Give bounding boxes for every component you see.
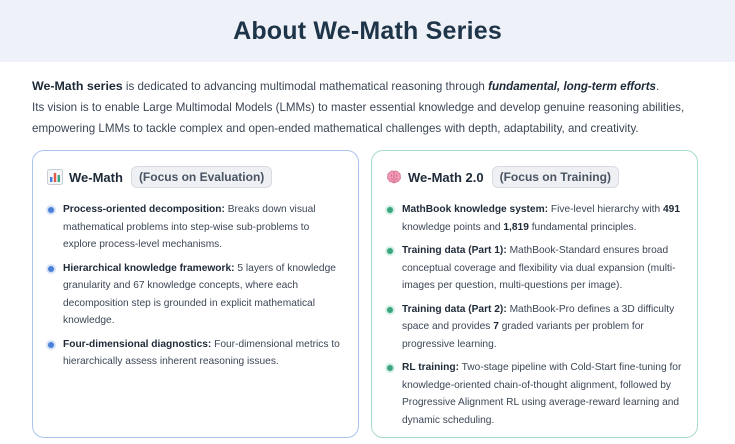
intro-line-1 [32,76,722,97]
item-heading: MathBook knowledge system: [402,204,549,215]
card-focus-tag: (Focus on Evaluation) [131,166,272,188]
item-text: fundamental principles. [528,221,637,233]
brain-icon [386,169,402,185]
intro-line-2: Its vision is to enable Large Multimodal Models (LMMs) to master essential knowledge and develop genuine reasoning abilities, [32,101,685,114]
feature-list [386,201,683,429]
item-heading: Training data (Part 2): [402,303,507,315]
card-header [47,163,344,191]
bullet-dot [48,342,54,348]
item-text: Four-dimensional metrics to hierarchically assess inherent reasoning issues. [63,338,340,367]
page-title: About We-Math Series [233,16,502,45]
bar-chart-icon [47,169,63,185]
intro-text-1: is dedicated to advancing multimodal mathematical reasoning through [122,80,489,93]
we-math-card [32,150,359,438]
item-text: Two-stage pipeline with Cold-Start fine-tuning for knowledge-oriented chain-of-thought alignment, followed by Progressive Alignment RL using average-reward learning and dynamic scheduling. [402,362,682,426]
item-text: Five-level hierarchy with [548,204,663,215]
item-text: Breaks down visual mathematical problems into step-wise sub-problems to explore process-level mechanisms. [63,204,316,250]
intro-lead: We-Math series [32,79,123,93]
list-item [47,260,344,330]
item-heading: Four-dimensional diagnostics: [63,338,212,350]
page-header [0,0,735,62]
item-number: 7 [493,321,499,332]
bullet-dot [387,207,393,213]
list-item [47,336,344,371]
card-title: We-Math 2.0 [408,169,484,185]
list-item [386,359,683,429]
bullet-dot [387,365,393,371]
item-text: MathBook-Standard ensures broad conceptual coverage and flexibility via dual expansion (multi-images per question, multi-questions per image). [402,245,676,291]
item-text: knowledge points and [402,221,504,233]
item-text: graded variants per problem for progressive learning. [402,321,644,350]
item-text: 5 layers of knowledge granularity and 67 knowledge concepts, where each decomposition step is grounded in explicit mathematical knowledge. [63,262,336,326]
item-text: MathBook-Pro defines a 3D difficulty space and provides [402,303,675,332]
intro-paragraph [32,76,722,139]
we-math-2-card [371,150,698,438]
bullet-dot [387,248,393,254]
list-item [386,242,683,295]
bullet-dot [48,207,54,213]
bullet-dot [48,266,54,272]
intro-line-3: empowering LMMs to tackle complex and open-ended mathematical challenges with depth, adaptability, and creativity. [32,122,639,135]
card-title: We-Math [69,169,123,185]
intro-emphasis: fundamental, long-term efforts [488,80,656,93]
item-heading: RL training: [402,362,459,373]
list-item [386,201,683,236]
item-number: 491 [663,204,680,215]
item-heading: Hierarchical knowledge framework: [63,262,235,274]
item-heading: Process-oriented decomposition: [63,204,225,215]
list-item [47,201,344,254]
card-header [386,163,683,191]
bullet-dot [387,307,393,313]
intro-text-2: . [656,80,660,93]
feature-list [47,201,344,371]
item-number: 1,819 [503,221,529,233]
list-item [386,301,683,354]
item-heading: Training data (Part 1): [402,245,507,256]
card-focus-tag: (Focus on Training) [492,166,619,188]
